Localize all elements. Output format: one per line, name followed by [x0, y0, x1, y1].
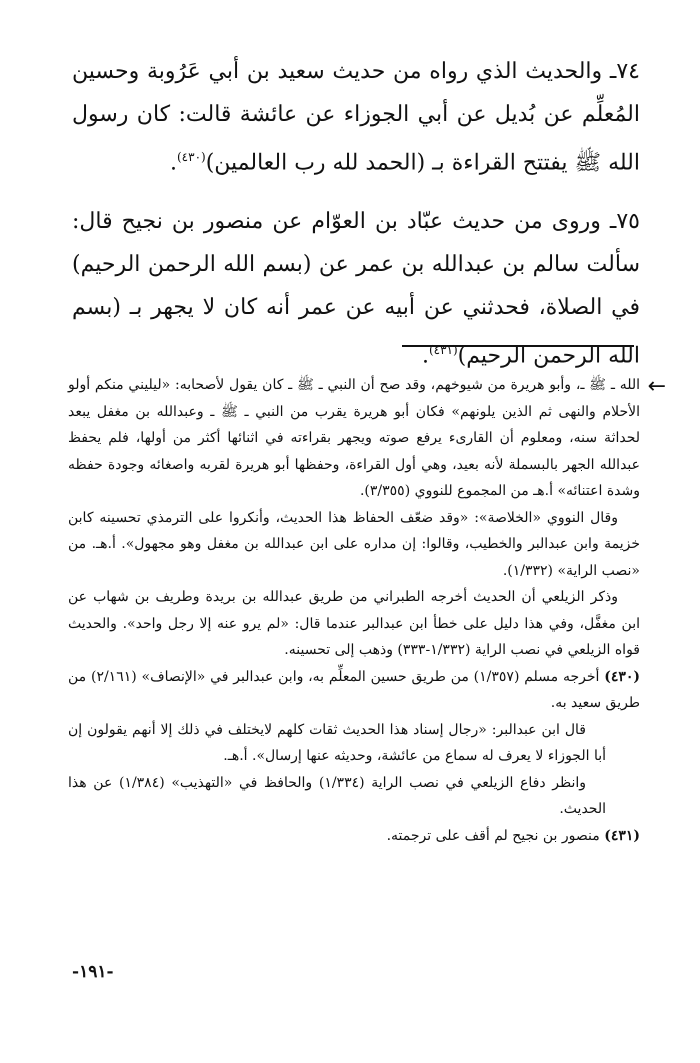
hadith-74-end: . [169, 150, 177, 176]
hadith-75-end: . [421, 343, 429, 369]
footnote-430-paragraph-2: قال ابن عبدالبر: «رجال إسناد هذا الحديث ثقات كلهم لايختلف في ذلك إلا أنهم يقولون إن أبا الجوزاء لا يعرف له سماع من عائشة، وحديثه عنها إرسال». أ.هـ. [68, 721, 606, 764]
page-number: -١٩١- [72, 962, 114, 982]
footnote-continuation-2: وقال النووي «الخلاصة»: «وقد ضعّف الحفاظ هذا الحديث، وأنكروا على الترمذي تحسينه كابن خزيمة وابن عبدالبر والخطيب، وقالوا: إن مداره على ابن عبدالله بن مغفل وهو مجهول». أ.هـ. من «نصب الراية» (١/٣٣٢). [68, 509, 640, 579]
footnotes-section [68, 372, 640, 849]
continuation-arrow-icon: ← [647, 374, 666, 399]
hadith-74-text: ٧٤ـ والحديث الذي رواه من حديث سعيد بن أبي عَرُوبة وحسين المُعلِّم عن بُديل عن أبي الجوزاء عن عائشة قالت: كان رسول الله ﷺ يفتتح القراءة بـ (الحمد لله رب العالمين) [72, 59, 640, 176]
footnote-431 [68, 823, 640, 850]
footnote-ref-431[interactable]: (٤٣١) [428, 343, 458, 358]
footnote-430-paragraph-3: وانظر دفاع الزيلعي في نصب الراية (١/٣٣٤) والحافظ في «التهذيب» (١/٣٨٤) عن هذا الحديث. [68, 774, 606, 817]
footnote-431-number: (٤٣١) [604, 827, 640, 844]
footnote-430 [68, 664, 640, 717]
footnote-430-text: أخرجه مسلم (١/٣٥٧) من طريق حسين المعلِّم به، وابن عبدالبر في «الإنصاف» (٢/١٦١) من طريق سعيد به. [68, 668, 640, 711]
hadith-75-text: ٧٥ـ وروى من حديث عبّاد بن العوّام عن منصور بن نجيح قال: سألت سالم بن عبدالله بن عمر عن (بسم الله الرحمن الرحيم) في الصلاة، فحدثني عن أبيه عن عمر أنه كان لا يجهر بـ (بسم الله الرحمن الرحيم) [72, 209, 640, 369]
footnote-continuation-1: الله ـ ﷺ ـ، وأبو هريرة من شيوخهم، وقد صح أن النبي ـ ﷺ ـ كان يقول لأصحابه: «ليليني منكم أولو الأحلام والنهى ثم الذين يلونهم» فكان أبو هريرة يقرب من النبي ـ ﷺ ـ وعبدالله بن مغفل يبعد لحداثة سنه، ومعلوم أن القارىء يرفع صوته ويجهر بقراءته في اثنائها أكثر من أولها، فلم يحفظ عبدالله الجهر بالبسملة لأنه بعيد، وهي أول القراءة، وحفظها أبو هريرة لقربه واصغائه وجودة حفظه وشدة اعتنائه» أ.هـ من المجموع للنووي (٣/٣٥٥). [68, 377, 640, 499]
hadith-74-paragraph [72, 50, 640, 184]
footnote-continuation-3: وذكر الزيلعي أن الحديث أخرجه الطبراني من طريق عبدالله بن بريدة وطريف بن شهاب عن ابن مغفَّل، وفي هذا دليل على خطأ ابن عبدالبر عندما قال: «لم يرو عنه إلا رجل واحد». والحديث قواه الزيلعي في نصب الراية (١/٣٣٢-٣٣٣) وذهب إلى تحسينه. [68, 589, 640, 658]
footnote-431-text: منصور بن نجيح لم أقف على ترجمته. [386, 827, 600, 844]
footnote-ref-430[interactable]: (٤٣٠) [176, 150, 206, 164]
footnote-430-number: (٤٣٠) [604, 668, 641, 685]
hadith-75-paragraph [72, 200, 640, 377]
footnote-separator [402, 345, 634, 347]
main-text [72, 50, 640, 394]
